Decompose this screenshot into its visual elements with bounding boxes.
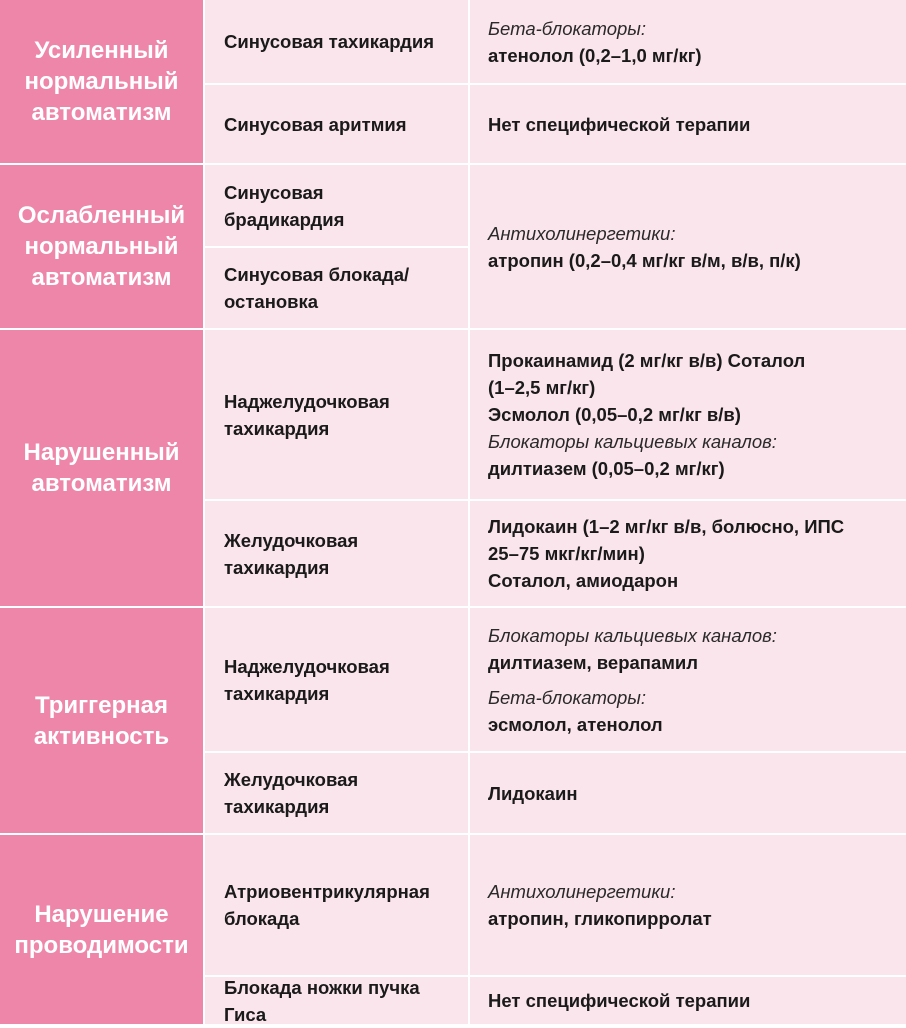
category-enhanced-normal-automaticity [0,0,205,165]
drug-class: Антихолинергетики: [488,881,676,902]
condition-cell [205,753,470,835]
category-line: активность [33,722,170,750]
drug-text: Лидокаин (1–2 мг/кг в/в, болюсно, ИПС [488,516,845,537]
category-line: Триггерная [34,691,168,719]
therapy-cell [470,165,906,330]
condition-cell [205,330,470,501]
therapy-cell [470,835,906,977]
condition-cell [205,835,470,977]
therapy-cell [470,753,906,835]
drug-text: (1–2,5 мг/кг) [488,377,596,398]
therapy-cell [470,0,906,85]
therapy-cell [470,608,906,753]
category-line: Ослабленный [17,202,186,229]
drug-class: Бета-блокаторы: [488,686,647,708]
spacer [488,676,892,684]
category-line: Усиленный [34,37,169,64]
condition-text: Наджелудочковая [224,655,390,677]
condition-text: тахикардия [224,556,330,578]
drug-class: Антихолинергетики: [488,222,676,244]
condition-text: тахикардия [224,682,330,704]
drug-text: Прокаинамид (2 мг/кг в/в) Соталол [488,350,806,371]
condition-cell [205,248,470,330]
condition-text: Синусовая [224,181,324,203]
category-line: автоматизм [31,99,172,126]
category-line: проводимости [14,931,189,959]
category-depressed-normal-automaticity [0,165,205,330]
condition-text: Синусовая аритмия [224,113,407,135]
drug-text: Нет специфической терапии [488,113,751,135]
drug-text: 25–75 мкг/кг/мин) [488,543,645,564]
condition-text: Синусовая тахикардия [224,31,434,52]
drug-class: Блокаторы кальциевых каналов: [488,431,777,452]
drug-class: Бета-блокаторы: [488,17,647,39]
category-line: нормальный [24,68,179,95]
condition-text: брадикардия [224,208,345,230]
category-triggered-activity [0,608,205,835]
drug-text: дилтиазем (0,05–0,2 мг/кг) [488,458,725,479]
category-conduction-disorder [0,835,205,1024]
condition-text: остановка [224,291,319,312]
therapy-cell [470,977,906,1024]
drug-text: атропин, гликопирролат [488,908,712,929]
condition-cell [205,608,470,753]
condition-text: Гиса [224,1003,267,1025]
drug-text: дилтиазем, верапамил [488,651,699,673]
condition-text: Блокада ножки пучка [224,976,420,998]
condition-cell [205,977,470,1024]
drug-text: Нет специфической терапии [488,990,751,1011]
drug-text: атенолол (0,2–1,0 мг/кг) [488,44,702,66]
condition-text: Желудочковая [224,769,359,790]
drug-text: Соталол, амиодарон [488,570,679,591]
therapy-cell [470,501,906,608]
condition-cell [205,0,470,85]
condition-text: блокада [224,908,300,929]
category-line: автоматизм [31,264,172,291]
condition-text: Желудочковая [224,529,359,551]
condition-text: Синусовая блокада/ [224,264,410,285]
drug-text: эсмолол, атенолол [488,713,663,735]
therapy-cell [470,85,906,165]
drug-text: Лидокаин [488,782,578,804]
drug-text: атропин (0,2–0,4 мг/кг в/м, в/в, п/к) [488,249,801,271]
condition-text: Атриовентрикулярная [224,881,430,902]
condition-cell [205,165,470,248]
condition-text: тахикардия [224,796,330,817]
condition-text: тахикардия [224,417,330,439]
category-abnormal-automaticity [0,330,205,608]
category-line: автоматизм [31,470,172,497]
therapy-cell [470,330,906,501]
condition-text: Наджелудочковая [224,390,390,412]
category-line: Нарушение [34,900,169,928]
condition-cell [205,501,470,608]
category-line: Нарушенный [23,439,180,466]
drug-class: Блокаторы кальциевых каналов: [488,624,777,646]
drug-text: Эсмолол (0,05–0,2 мг/кг в/в) [488,404,741,425]
category-line: нормальный [24,233,179,260]
condition-cell [205,85,470,165]
